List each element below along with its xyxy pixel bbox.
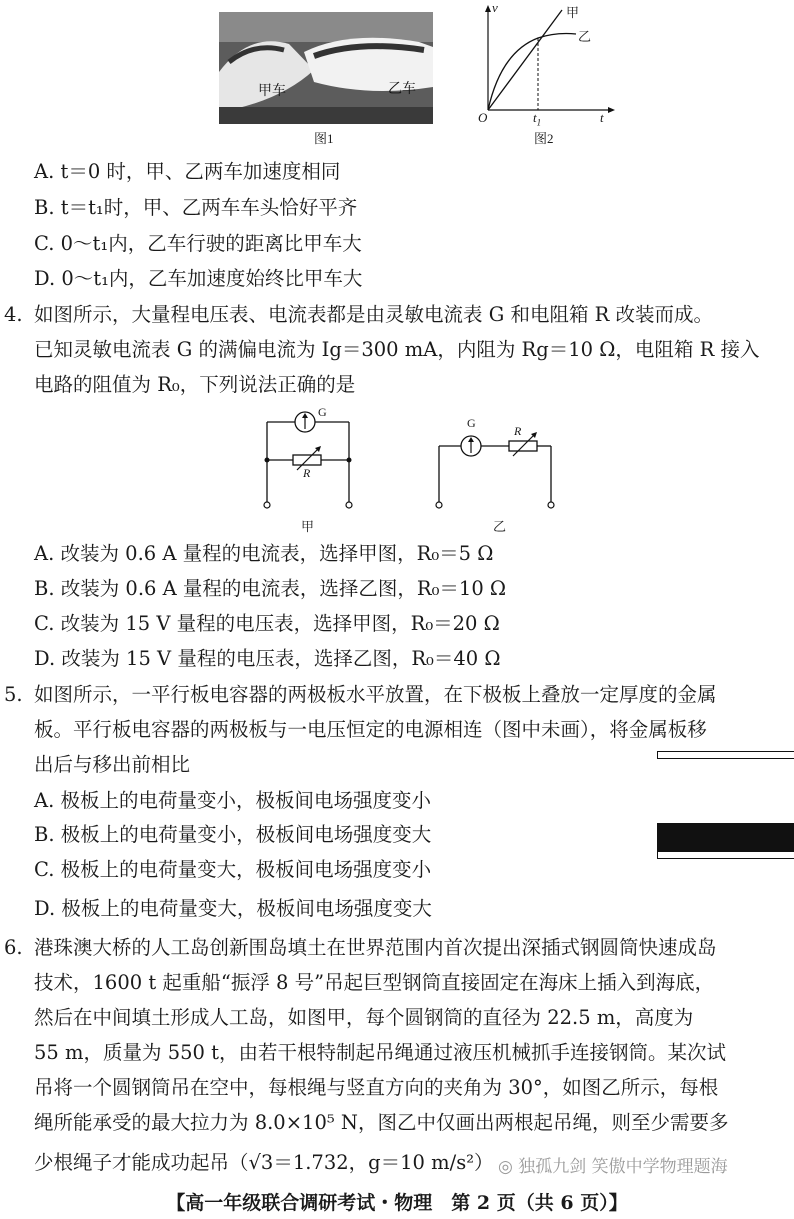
q5-option-a: [34, 788, 644, 814]
fig2-caption: 图2: [534, 131, 554, 146]
lower-plate: [657, 851, 794, 859]
q4-text-line-3: 电路的阻值为 R₀，下列说法正确的是: [34, 373, 356, 396]
train-photo: [219, 12, 433, 124]
option-text: 极板上的电荷量变小，极板间电场强度变大: [60, 823, 432, 846]
circuit-a-caption: 甲: [301, 519, 315, 534]
watermark-text: 独孤九剑 笑傲中学物理题海: [518, 1157, 728, 1177]
option-letter: A.: [34, 542, 55, 565]
option-letter: D.: [34, 647, 56, 670]
wechat-icon: ◎: [498, 1157, 519, 1177]
galv-label-a: G: [318, 405, 327, 419]
q4-text-line-2: 已知灵敏电流表 G 的满偏电流为 Ig＝300 mA，内阻为 Rg＝10 Ω，电阻箱 R 接入: [34, 338, 760, 361]
option-letter: A.: [34, 789, 55, 812]
t-axis-label: t: [600, 110, 604, 125]
upper-plate: [657, 751, 794, 759]
fig1-caption: 图1: [314, 131, 334, 146]
v-axis-label: v: [492, 0, 498, 15]
curve-a-label: 甲: [566, 5, 580, 20]
q5-option-d: [34, 896, 644, 922]
t1-label-main: t: [533, 110, 537, 125]
q3-option-c: [34, 231, 786, 257]
q6-text-line-7: 少根绳子才能成功起吊（√3＝1.732，g＝10 m/s²）: [34, 1151, 494, 1174]
option-text: 改装为 15 V 量程的电压表，选择甲图，R₀＝20 Ω: [60, 612, 500, 635]
q5-option-c: [34, 857, 644, 883]
curve-b-label: 乙: [578, 29, 592, 44]
q4-number: 4.: [4, 303, 23, 326]
q5-number: 5.: [4, 683, 23, 706]
option-letter: B.: [34, 577, 55, 600]
q5-text-line-1: 如图所示，一平行板电容器的两极板水平放置，在下极板上叠放一定厚度的金属: [34, 683, 717, 706]
option-letter: D.: [34, 897, 56, 920]
option-letter: B.: [34, 823, 55, 846]
option-letter: C.: [34, 612, 55, 635]
q4-option-d: [34, 646, 786, 672]
q6-text-line-4: 55 m，质量为 550 t，由若干根特制起吊绳通过液压机械抓手连接钢筒。某次试: [34, 1041, 726, 1064]
option-text: t＝0 时，甲、乙两车加速度相同: [60, 160, 341, 183]
car-a-label: 甲车: [258, 84, 286, 99]
res-label-b: R: [514, 424, 522, 438]
train-photo-drawing: [219, 12, 433, 124]
option-text: 改装为 15 V 量程的电压表，选择乙图，R₀＝40 Ω: [61, 647, 501, 670]
q3-option-d: [34, 266, 786, 292]
q6-text-line-6: 绳所能承受的最大拉力为 8.0×10⁵ N，图乙中仅画出两根起吊绳，则至少需要多: [34, 1111, 729, 1134]
q4-option-b: [34, 576, 786, 602]
car-b-label: 乙车: [388, 82, 416, 97]
vt-graph: [476, 2, 616, 130]
galv-label-b: G: [467, 416, 476, 430]
option-letter: C.: [34, 232, 55, 255]
option-letter: C.: [34, 858, 55, 881]
q6-text-line-1: 港珠澳大桥的人工岛创新围岛填土在世界范围内首次提出深插式钢圆筒快速成岛: [34, 936, 717, 959]
origin-label: O: [478, 110, 488, 125]
q4-option-a: [34, 541, 786, 567]
q5-text-line-2: 板。平行板电容器的两极板与一电压恒定的电源相连（图中未画），将金属板移: [34, 718, 707, 741]
t1-label: [533, 110, 541, 128]
option-letter: D.: [34, 267, 56, 290]
option-text: 改装为 0.6 A 量程的电流表，选择乙图，R₀＝10 Ω: [60, 577, 507, 600]
t1-label-sub: 1: [536, 117, 542, 128]
q6-text-line-3: 然后在中间填土形成人工岛，如图甲，每个圆钢筒的直径为 22.5 m，高度为: [34, 1006, 694, 1029]
q4-text-line-1: 如图所示，大量程电压表、电流表都是由灵敏电流表 G 和电阻箱 R 改装而成。: [34, 303, 714, 326]
page-footer: 【高一年级联合调研考试・物理 第 2 页（共 6 页）】: [166, 1192, 628, 1214]
res-label-a: R: [303, 466, 311, 480]
q5-option-b: [34, 822, 644, 848]
q3-option-b: [34, 195, 786, 221]
option-text: 极板上的电荷量变大，极板间电场强度变小: [60, 858, 432, 881]
q4-option-c: [34, 611, 786, 637]
q5-text-line-3: 出后与移出前相比: [34, 753, 191, 776]
option-text: 0～t₁内，乙车加速度始终比甲车大: [61, 267, 363, 290]
q6-text-line-2: 技术，1600 t 起重船“振浮 8 号”吊起巨型钢筒直接固定在海床上插入到海底，: [34, 971, 715, 994]
option-text: 0～t₁内，乙车行驶的距离比甲车大: [60, 232, 362, 255]
watermark: [498, 1152, 728, 1177]
option-text: 改装为 0.6 A 量程的电流表，选择甲图，R₀＝5 Ω: [60, 542, 494, 565]
circuit-diagrams: [255, 402, 565, 514]
option-letter: B.: [34, 196, 55, 219]
option-letter: A.: [34, 160, 55, 183]
circuit-b-caption: 乙: [493, 519, 507, 534]
q6-number: 6.: [4, 936, 23, 959]
metal-slab: [657, 823, 794, 851]
q6-text-line-5: 吊将一个圆钢筒吊在空中，每根绳与竖直方向的夹角为 30°，如图乙所示，每根: [34, 1076, 719, 1099]
option-text: 极板上的电荷量变大，极板间电场强度变大: [61, 897, 432, 920]
option-text: t＝t₁时，甲、乙两车车头恰好平齐: [60, 196, 358, 219]
option-text: 极板上的电荷量变小，极板间电场强度变小: [60, 789, 431, 812]
q3-option-a: [34, 159, 786, 185]
